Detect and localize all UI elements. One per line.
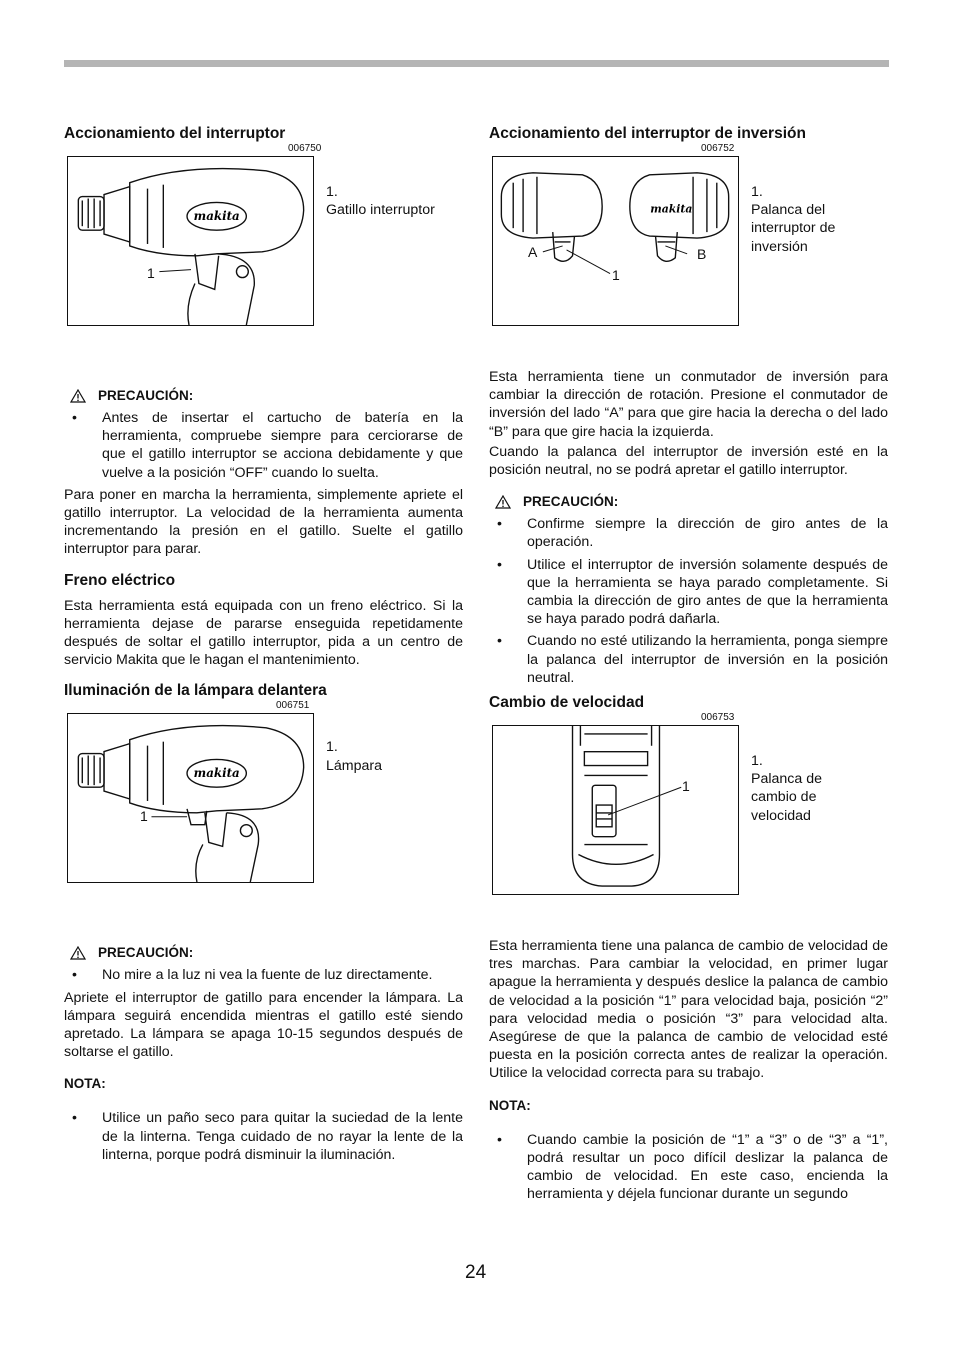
list-item: • Antes de insertar el cartucho de batería en la herramienta, compruebe siempre para cerciorarse de que el gatillo interruptor se acciona debidamente y que vuelve a la posición “OFF” cuando lo suelta. xyxy=(64,409,463,482)
callout-1: 1 xyxy=(140,808,148,825)
paragraph: Esta herramienta está equipada con un freno eléctrico. Si la herramienta dejase de pararse enseguida repetidamente después de soltar el gatillo interruptor, pida a un centro de servicio Makita que le hagan el mantenimiento. xyxy=(64,597,463,669)
legend-number: 1. xyxy=(326,184,338,200)
figure-legend xyxy=(751,183,888,256)
section-title-switch: Accionamiento del interruptor xyxy=(64,125,286,142)
figure-reverse xyxy=(489,143,888,368)
paragraph: Esta herramienta tiene una palanca de cambio de velocidad de tres marchas. Para cambiar la velocidad, en primer lugar apague la herramienta y después deslice la palanca de cambio de velocidad a la posición “1” para velocidad baja, posición “2” para velocidad media o posición “3” para velocidad alta. Asegúrese de que la palanca de cambio de velocidad esté puesta en la posición correcta antes de realizar la operación. Utilice la velocidad correcta para su trabajo. xyxy=(489,938,888,1082)
reversing-switch-illustration xyxy=(492,156,739,326)
warning-icon xyxy=(70,946,86,960)
list-item: • No mire a la luz ni vea la fuente de luz directamente. xyxy=(64,966,463,984)
section-title-brake: Freno eléctrico xyxy=(64,571,176,589)
caution-label: PRECAUCIÓN: xyxy=(98,945,194,961)
legend-text: Lámpara xyxy=(326,757,382,774)
caution-lamp xyxy=(64,944,463,984)
list-item: • Cuando cambie la posición de “1” a “3” o de “3” a “1”, podrá resultar un poco difícil deslizar la palanca de cambio de velocidad. En este caso, encienda la herramienta y déjela funcionar durante un segundo xyxy=(489,1131,888,1204)
section-title-speed: Cambio de velocidad xyxy=(489,694,645,712)
section-title-reverse: Accionamiento del interruptor de inversión xyxy=(489,125,806,142)
list-item: • Cuando no esté utilizando la herramienta, ponga siempre la palanca del interruptor de inversión en la posición neutral. xyxy=(489,632,888,687)
note-label: NOTA: xyxy=(489,1097,531,1113)
left-column xyxy=(64,124,463,1168)
note-label: NOTA: xyxy=(64,1076,106,1092)
figure-legend xyxy=(326,738,463,774)
paragraph: Esta herramienta tiene un conmutador de inversión para cambiar la dirección de rotación. Presione el conmutador de inversión del lado “A” para que gire hacia la derecha o del lado “B” para que gire hacia la izquierda. xyxy=(489,369,888,440)
legend-number: 1. xyxy=(326,739,338,756)
paragraph: Cuando la palanca del interruptor de inversión esté en la posición neutral, no se podrá apretar el gatillo interruptor. xyxy=(489,443,888,479)
right-column xyxy=(489,124,888,1207)
figure-legend xyxy=(751,752,888,825)
legend-text: Palanca del interruptor de inversión xyxy=(751,202,836,255)
page-number: 24 xyxy=(465,1262,487,1283)
drill-lamp-illustration xyxy=(67,713,314,883)
figure-legend xyxy=(326,183,463,219)
caution-label: PRECAUCIÓN: xyxy=(523,494,619,510)
speed-lever-illustration xyxy=(492,725,739,895)
legend-number: 1. xyxy=(751,753,763,770)
list-item: • Utilice un paño seco para quitar la suciedad de la lente de la linterna. Tenga cuidado de no rayar la lente de la linterna, porque podrá disminuir la iluminación. xyxy=(64,1109,463,1164)
callout-1: 1 xyxy=(682,778,690,795)
warning-icon xyxy=(495,495,511,509)
paragraph: Para poner en marcha la herramienta, simplemente apriete el gatillo interruptor. La velocidad de la herramienta aumenta incrementando la presión en el gatillo. Suelte el gatillo interruptor para parar. xyxy=(64,486,463,558)
label-a: A xyxy=(528,244,538,260)
figure-switch xyxy=(64,143,463,353)
paragraph: Apriete el interruptor de gatillo para encender la lámpara. La lámpara seguirá encendida mientras el gatillo esté siendo apretado. La lámpara se apaga 10-15 segundos después de soltarse el gatillo. xyxy=(64,989,463,1061)
header-rule xyxy=(64,60,889,67)
legend-text: Gatillo interruptor xyxy=(326,202,435,219)
svg-text:makita: makita xyxy=(193,209,240,224)
caution-reverse xyxy=(489,493,888,687)
callout-1: 1 xyxy=(147,265,155,281)
figure-lamp xyxy=(64,700,463,910)
label-b: B xyxy=(697,246,707,262)
legend-text: Palanca de cambio de velocidad xyxy=(751,771,822,824)
legend-number: 1. xyxy=(751,184,763,200)
figure-code: 006751 xyxy=(276,700,310,712)
section-title-lamp: Iluminación de la lámpara delantera xyxy=(64,682,327,700)
figure-speed xyxy=(489,712,888,937)
list-item: • Utilice el interruptor de inversión solamente después de que la herramienta se haya parado completamente. Si cambia la dirección de giro antes de que la herramienta se haya parado podrá dañarla. xyxy=(489,556,888,629)
callout-1: 1 xyxy=(612,267,620,283)
warning-icon xyxy=(70,389,86,403)
caution-switch xyxy=(64,387,463,482)
list-item: • Confirme siempre la dirección de giro antes de la operación. xyxy=(489,515,888,551)
figure-code: 006753 xyxy=(701,712,735,724)
figure-code: 006752 xyxy=(701,143,735,154)
svg-text:makita: makita xyxy=(650,202,693,216)
drill-side-illustration xyxy=(67,156,314,326)
figure-code: 006750 xyxy=(288,143,322,154)
svg-text:makita: makita xyxy=(193,766,240,781)
caution-label: PRECAUCIÓN: xyxy=(98,388,194,403)
